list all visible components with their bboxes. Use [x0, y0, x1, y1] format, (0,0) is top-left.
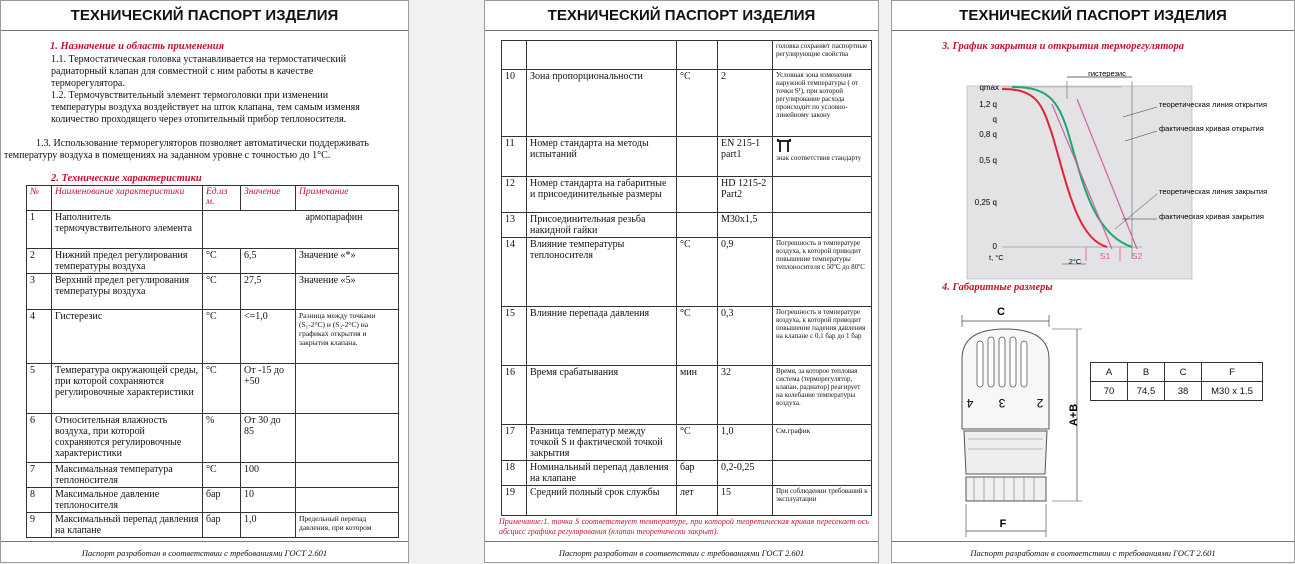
hysteresis-label: гистерезис — [1088, 69, 1126, 78]
row-note — [296, 488, 399, 513]
dial-mark-3: 3 — [998, 396, 1006, 410]
row-value: 0,9 — [718, 238, 773, 307]
page-title: ТЕХНИЧЕСКИЙ ПАСПОРТ ИЗДЕЛИЯ — [547, 7, 816, 24]
row-value: 2 — [718, 70, 773, 137]
row-name: Верхний предел регулирования температуры воздуха — [52, 274, 203, 310]
footer-divider — [892, 541, 1294, 542]
row-unit: лет — [677, 486, 718, 516]
y-tick-label: 1,2 q — [979, 100, 997, 109]
page-title: ТЕХНИЧЕСКИЙ ПАСПОРТ ИЗДЕЛИЯ — [70, 7, 339, 24]
row-num: 8 — [27, 488, 52, 513]
row-unit: бар — [203, 513, 241, 538]
passport-page-1 — [0, 0, 409, 563]
row-value: M30x1,5 — [718, 213, 773, 238]
row-unit: °С — [677, 425, 718, 461]
conformity-mark-icon — [776, 138, 792, 153]
characteristics-table — [26, 185, 399, 538]
row-unit — [677, 137, 718, 177]
section-4-heading: 4. Габаритные размеры — [942, 282, 1053, 293]
row-name: Присоединительная резьба накидной гайки — [527, 213, 677, 238]
row-value: армопарафин — [203, 211, 399, 249]
row-name: Время срабатывания — [527, 366, 677, 425]
col-header-value: Значение — [241, 186, 296, 211]
x-axis-label: t, °C — [989, 253, 1004, 262]
dim-value-f: M30 x 1.5 — [1202, 382, 1263, 401]
s1-label: S1 — [1099, 251, 1111, 261]
row-note — [773, 177, 872, 213]
page-footer: Паспорт разработан в соответствии с требованиями ГОСТ 2.601 — [970, 548, 1216, 558]
row-num: 10 — [502, 70, 527, 137]
y-tick-label: 0 — [992, 242, 997, 251]
y-tick-label: 0,5 q — [979, 156, 997, 165]
row-note — [773, 213, 872, 238]
row-unit: мин — [677, 366, 718, 425]
row-note — [296, 364, 399, 414]
passport-page-3 — [891, 0, 1295, 563]
row-note — [296, 414, 399, 463]
row-value: 0,2-0,25 — [718, 461, 773, 486]
paragraph-1-1: 1.1. Термостатическая головка устанавливается на термостатический радиаторный клапан для совместной с ним работы в качестве терморегулятора. — [51, 54, 347, 89]
row-num: 16 — [502, 366, 527, 425]
proportional-band-label: 2°C — [1068, 257, 1082, 266]
row-note: Значение «5» — [296, 274, 399, 310]
y-tick-label: 0,25 q — [974, 198, 997, 207]
row-name: Разница температур между точкой S и фактической точкой закрытия — [527, 425, 677, 461]
table-row — [502, 307, 872, 366]
col-header-name: Наименование характеристики — [52, 186, 203, 211]
table-row — [502, 213, 872, 238]
row-num: 6 — [27, 414, 52, 463]
col-header-note: Примечание — [296, 186, 399, 211]
row-unit: % — [203, 414, 241, 463]
title-divider — [485, 30, 878, 31]
table-row — [27, 488, 399, 513]
chart-plot-area — [967, 86, 1192, 279]
cap-groove — [1021, 341, 1027, 387]
row-unit: °С — [203, 274, 241, 310]
row-unit — [677, 177, 718, 213]
row-name: Максимальный перепад давления на клапане — [52, 513, 203, 538]
passport-page-2 — [484, 0, 879, 563]
row-num: 11 — [502, 137, 527, 177]
section-2-heading: 2. Технические характеристики — [51, 173, 202, 184]
dim-value-b: 74,5 — [1128, 382, 1165, 401]
row-unit: бар — [677, 461, 718, 486]
thermostat-body — [964, 431, 1047, 474]
dim-header-a: A — [1091, 363, 1128, 382]
row-note: См.график — [773, 425, 872, 461]
dimension-ab-label: A+B — [1068, 403, 1080, 427]
section-1-heading: 1. Назначение и область применения — [50, 41, 225, 52]
row-note: При соблюдении требований к эксплуатации — [773, 486, 872, 516]
table-row — [502, 70, 872, 137]
row-note: Разница между точками (S₁-2°С) и (S₂-2°С) на графиках открытия и закрытия клапана. — [296, 310, 399, 364]
row-unit: °С — [677, 238, 718, 307]
table-row — [502, 366, 872, 425]
row-unit: °С — [677, 70, 718, 137]
row-name: Влияние температуры теплоносителя — [527, 238, 677, 307]
s2-label: S2 — [1131, 251, 1143, 261]
col-header-unit: Ед.из м. — [203, 186, 241, 211]
row-note: Значение «*» — [296, 249, 399, 274]
row-note — [773, 137, 872, 177]
table-row — [502, 137, 872, 177]
y-tick-label: q — [992, 115, 997, 124]
characteristics-table-continued — [501, 40, 872, 516]
dial-mark-4: 4 — [966, 396, 974, 410]
row-value: 32 — [718, 366, 773, 425]
table-header-row — [27, 186, 399, 211]
row-note: Предельный перепад давления, при котором — [296, 513, 399, 538]
cap-groove — [977, 341, 983, 387]
section-3-heading: 3. График закрытия и открытия терморегулятора — [942, 41, 1184, 52]
y-tick-label: qmax — [979, 83, 999, 92]
dimensions-table — [1090, 362, 1263, 401]
title-divider — [892, 30, 1294, 31]
table-row — [502, 177, 872, 213]
row-value: 15 — [718, 486, 773, 516]
row-num: 5 — [27, 364, 52, 414]
row-unit: °С — [203, 310, 241, 364]
row-value: EN 215-1 part1 — [718, 137, 773, 177]
cap-groove — [999, 337, 1005, 387]
row-num: 7 — [27, 463, 52, 488]
regulation-chart — [947, 59, 1292, 281]
row-name: Максимальное давление теплоносителя — [52, 488, 203, 513]
row-name: Температура окружающей среды, при которой сохраняются регулировочные характеристики — [52, 364, 203, 414]
table-row — [27, 310, 399, 364]
table-row — [27, 414, 399, 463]
table-row — [27, 364, 399, 414]
row-note: Условная зона изменения наружной температуры ( от точки S¹), при которой регулирование расхода происходит по условно-линейному закону — [773, 70, 872, 137]
row-unit — [677, 41, 718, 70]
table-row — [502, 238, 872, 307]
row-name: Зона пропорциональности — [527, 70, 677, 137]
row-name: Максимальная температура теплоносителя — [52, 463, 203, 488]
dimensions-header-row — [1091, 363, 1263, 382]
row-unit: °С — [203, 463, 241, 488]
row-name: Номер стандарта на методы испытаний — [527, 137, 677, 177]
row-num: 14 — [502, 238, 527, 307]
table-row — [502, 425, 872, 461]
row-value: 6,5 — [241, 249, 296, 274]
row-name: Влияние перепада давления — [527, 307, 677, 366]
legend-actual-opening: фактическая кривая открытия — [1159, 124, 1264, 133]
row-value: 10 — [241, 488, 296, 513]
row-note: Погрешность в температуре воздуха, к которой приводит повышение падения давления на клапане с 0,1 бар до 1 бар — [773, 307, 872, 366]
row-name: Нижний предел регулирования температуры воздуха — [52, 249, 203, 274]
dim-header-f: F — [1202, 363, 1263, 382]
row-num: 13 — [502, 213, 527, 238]
footer-divider — [1, 541, 408, 542]
row-value: 27,5 — [241, 274, 296, 310]
dim-header-b: B — [1128, 363, 1165, 382]
row-num: 9 — [27, 513, 52, 538]
cap-groove — [1010, 337, 1016, 387]
row-note: Погрешность в температуре воздуха, к которой приводит повышение температуры теплоносителя с 50ºС до 80ºС — [773, 238, 872, 307]
row-num: 3 — [27, 274, 52, 310]
legend-theory-closing: теоретическая линия закрытия — [1159, 187, 1268, 196]
thermostat-cap-outline — [962, 329, 1049, 429]
row-value: HD 1215-2 Part2 — [718, 177, 773, 213]
dimension-f-label: F — [999, 518, 1007, 530]
dial-mark-2: 2 — [1036, 396, 1044, 410]
row-value: 0,3 — [718, 307, 773, 366]
row-name: Номер стандарта на габаритные и присоединительные размеры — [527, 177, 677, 213]
row-value: От 30 до 85 — [241, 414, 296, 463]
row-name: Наполнитель термочувствительного элемента — [52, 211, 203, 249]
page-title: ТЕХНИЧЕСКИЙ ПАСПОРТ ИЗДЕЛИЯ — [959, 7, 1227, 24]
row-value: От -15 до +50 — [241, 364, 296, 414]
row-note: головка сохраняет паспортные регулирующие свойства — [773, 41, 872, 70]
dim-value-c: 38 — [1165, 382, 1202, 401]
row-num: 1 — [27, 211, 52, 249]
paragraph-1-2: 1.2. Термочувствительный элемент термоголовки при изменении температуры воздуха воздействует на шток клапана, тем самым изменяя количество проходящего через отопительный прибор теплоносителя. — [51, 90, 360, 125]
row-name: Номинальный перепад давления на клапане — [527, 461, 677, 486]
row-name: Относительная влажность воздуха, при которой сохраняются регулировочные характеристики — [52, 414, 203, 463]
col-header-num: № — [27, 186, 52, 211]
row-unit: °С — [203, 249, 241, 274]
page-footer: Паспорт разработан в соответствии с требованиями ГОСТ 2.601 — [558, 548, 805, 558]
table-row — [27, 513, 399, 538]
dimensions-value-row — [1091, 382, 1263, 401]
row-num: 2 — [27, 249, 52, 274]
footer-divider — [485, 541, 878, 542]
legend-theory-opening: теоретическая линия открытия — [1159, 100, 1268, 109]
row-num: 18 — [502, 461, 527, 486]
row-unit: °С — [677, 307, 718, 366]
table-row — [27, 211, 399, 249]
row-num: 4 — [27, 310, 52, 364]
thermostat-head-drawing — [932, 299, 1092, 541]
table-row — [502, 486, 872, 516]
cap-groove — [988, 337, 994, 387]
table-row — [27, 249, 399, 274]
row-name: Средний полный срок службы — [527, 486, 677, 516]
row-num: 19 — [502, 486, 527, 516]
row-value: <=1,0 — [241, 310, 296, 364]
row-num — [502, 41, 527, 70]
table-row — [502, 461, 872, 486]
row-value: 1,0 — [241, 513, 296, 538]
dimension-c-label: C — [997, 306, 1005, 318]
row-unit — [677, 213, 718, 238]
table-row — [27, 463, 399, 488]
row-value: 100 — [241, 463, 296, 488]
dim-header-c: C — [1165, 363, 1202, 382]
row-note: Время, за которое тепловая система (терморегулятор, клапан, радиатор) реагирует на колебание температуры воздуха. — [773, 366, 872, 425]
row-note — [773, 461, 872, 486]
page-footer: Паспорт разработан в соответствии с требованиями ГОСТ 2.601 — [81, 548, 328, 558]
row-num: 15 — [502, 307, 527, 366]
table-row — [502, 41, 872, 70]
title-divider — [1, 30, 408, 31]
paragraph-1-3: 1.3. Использование терморегуляторов позволяет автоматически поддерживать температуру воздуха в помещениях на заданном уровне с точностью до 1°С. — [4, 138, 369, 161]
row-num: 12 — [502, 177, 527, 213]
row-value — [718, 41, 773, 70]
row-name — [527, 41, 677, 70]
dim-value-a: 70 — [1091, 382, 1128, 401]
table-footnote: Примечание:1. точка S соответствует температуре, при которой теоретическая кривая пересекает ось абсцисс графика регулирования (клапан теоретически закрыт). — [499, 517, 869, 536]
row-unit: бар — [203, 488, 241, 513]
row-num: 17 — [502, 425, 527, 461]
row-name: Гистерезис — [52, 310, 203, 364]
table-row — [27, 274, 399, 310]
row-value: 1,0 — [718, 425, 773, 461]
conformity-mark-caption: знак соответствия стандарту — [776, 154, 862, 162]
y-tick-label: 0,8 q — [979, 130, 997, 139]
row-unit: °С — [203, 364, 241, 414]
legend-actual-closing: фактическая кривая закрытия — [1159, 212, 1264, 221]
row-note — [296, 463, 399, 488]
